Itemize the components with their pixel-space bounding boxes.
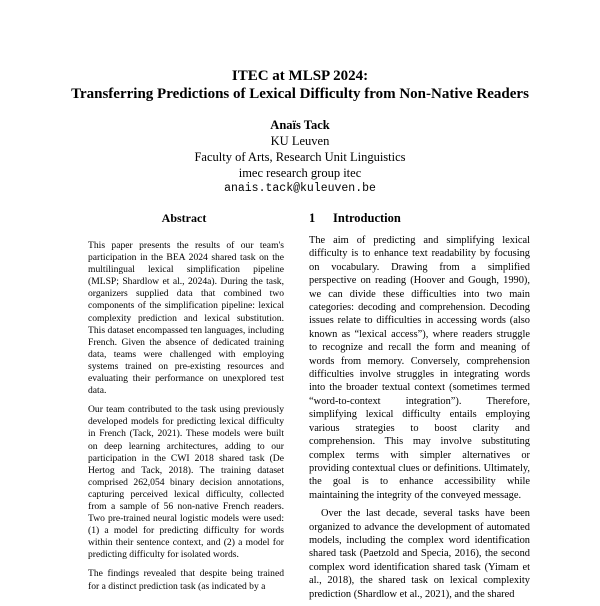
abstract-paragraph: Our team contributed to the task using previously developed models for predicting lexical difficulty in French (Tack, 2021). These models were built on deep learning architectures, adding to our participation in the CWI 2018 shared task (De Hertog and Tack, 2018). The training dataset comprised 262,054 binary decision annotations, capturing perceived lexical difficulty, collected from a sample of 56 non-native French readers. Two pre-trained neural logistic models were used: (1) a model for predicting difficulty for words within their sentence context, and (2) a model for predicting difficulty for isolated words. [88,404,284,561]
abstract-heading: Abstract [161,211,207,225]
author-affiliation-3: imec research group itec [238,166,362,180]
introduction-paragraph: Over the last decade, several tasks have been organized to advance the development of automated models, including the complex word identification shared task (Paetzold and Specia, 2016), the second complex word identification shared task (Yimam et al., 2018), the shared task on lexical complexity prediction (Shardlow et al., 2021), and the shared [309,508,530,600]
abstract-paragraph: This paper presents the results of our team's participation in the BEA 2024 shared task on the multilingual lexical simplification pipeline (MLSP; Shardlow et al., 2024a). During the task, organizers supplied data that combined two components of the simplification pipeline: lexical complexity prediction and lexical substitution. This dataset encompassed ten languages, including French. Given the absence of dedicated training data, teams were challenged with employing systems trained on pre-existing resources and evaluating their performance on unexplored test data. [88,240,284,397]
section-title: Introduction [333,211,401,225]
abstract-paragraph: The findings revealed that despite being trained for a distinct prediction task (as indicated by a [88,568,284,592]
title-line-1: ITEC at MLSP 2024: [231,68,369,84]
author-affiliation-2: Faculty of Arts, Research Unit Linguistics [194,150,406,164]
author-email[interactable]: anais.tack@kuleuven.be [224,182,376,195]
abstract-body [88,240,284,600]
introduction-heading [309,211,401,226]
title-line-2: Transferring Predictions of Lexical Difficulty from Non-Native Readers [71,86,529,102]
author-name: Anaïs Tack [270,118,330,132]
author-affiliation-1: KU Leuven [270,134,330,148]
introduction-paragraph: The aim of predicting and simplifying lexical difficulty is to enhance text readability by focusing on vocabulary. Drawing from a simplified perspective on reading (Hoover and Gough, 1990), we can divide these difficulties into two main categories: decoding and comprehension. Decoding issues relate to difficulties in accessing words (also known as “lexical access”), where readers struggle to recognize and recall the form and meaning of words from memory. Conversely, comprehension difficulties involve struggles in integrating words into the broader textual context (sometimes termed “word-to-context integration”). Therefore, simplifying lexical difficulty entails employing various strategies to boost clarity and comprehension. This may involve substituting complex terms with simpler alternatives or providing contextual clues or definitions. Ultimately, the goal is to enhance accessibility while maintaining the integrity of the conveyed message. [309,235,530,501]
section-number: 1 [309,211,316,225]
introduction-body [309,234,530,606]
